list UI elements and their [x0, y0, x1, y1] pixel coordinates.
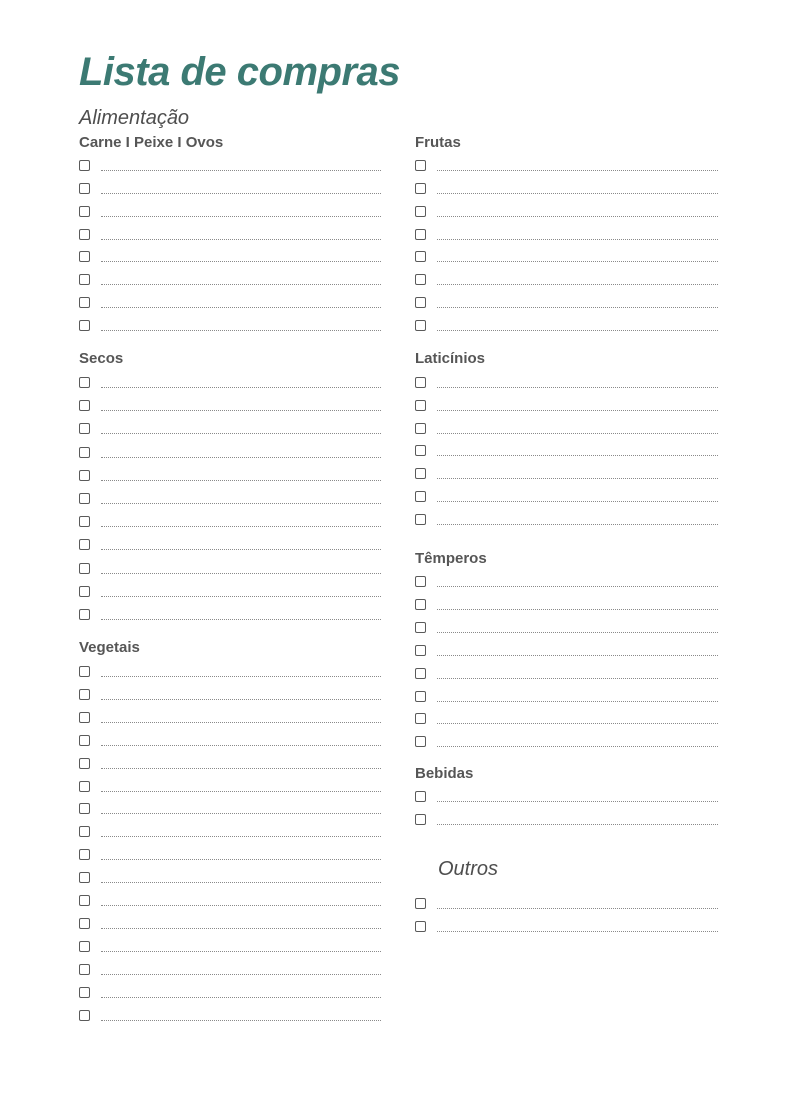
checkbox[interactable]	[79, 377, 90, 388]
write-in-line[interactable]	[437, 455, 718, 456]
list-item	[79, 941, 381, 955]
checkbox[interactable]	[79, 872, 90, 883]
checkbox[interactable]	[79, 826, 90, 837]
write-in-line[interactable]	[101, 699, 381, 700]
section-heading: Carne I Peixe I Ovos	[79, 134, 224, 151]
checkbox[interactable]	[415, 297, 426, 308]
write-in-line[interactable]	[437, 501, 718, 502]
list-item	[415, 423, 718, 437]
list-item	[79, 803, 381, 817]
list-item	[79, 251, 381, 265]
list-item	[415, 206, 718, 220]
list-item	[415, 274, 718, 288]
write-in-line[interactable]	[101, 1020, 381, 1021]
list-item	[79, 609, 381, 623]
write-in-line[interactable]	[101, 928, 381, 929]
write-in-line[interactable]	[101, 330, 381, 331]
checkbox[interactable]	[79, 758, 90, 769]
checkbox[interactable]	[415, 206, 426, 217]
write-in-line[interactable]	[437, 908, 718, 909]
checkbox[interactable]	[79, 516, 90, 527]
write-in-line[interactable]	[101, 768, 381, 769]
list-item	[415, 514, 718, 528]
list-item	[415, 645, 718, 659]
write-in-line[interactable]	[437, 931, 718, 932]
list-item	[79, 320, 381, 334]
checkbox[interactable]	[415, 320, 426, 331]
list-item	[79, 447, 381, 461]
list-item	[415, 468, 718, 482]
write-in-line[interactable]	[437, 433, 718, 434]
list-item	[79, 1010, 381, 1024]
section-heading: Têmperos	[415, 550, 487, 567]
write-in-line[interactable]	[101, 859, 381, 860]
write-in-line[interactable]	[437, 524, 718, 525]
list-item	[79, 297, 381, 311]
checkbox[interactable]	[415, 274, 426, 285]
list-item	[79, 964, 381, 978]
list-item	[415, 898, 718, 912]
list-item	[415, 791, 718, 805]
checkbox[interactable]	[79, 400, 90, 411]
list-item	[79, 758, 381, 772]
checkbox[interactable]	[415, 251, 426, 262]
write-in-line[interactable]	[437, 170, 718, 171]
write-in-line[interactable]	[101, 676, 381, 677]
write-in-line[interactable]	[437, 193, 718, 194]
checkbox[interactable]	[415, 445, 426, 456]
checkbox[interactable]	[79, 206, 90, 217]
checkbox[interactable]	[79, 918, 90, 929]
checkbox[interactable]	[79, 447, 90, 458]
list-item	[79, 666, 381, 680]
checkbox[interactable]	[79, 493, 90, 504]
section-heading: Laticínios	[415, 350, 486, 367]
write-in-line[interactable]	[437, 723, 718, 724]
list-item	[415, 713, 718, 727]
list-item	[79, 206, 381, 220]
list-item	[415, 229, 718, 243]
write-in-line[interactable]	[101, 410, 381, 411]
list-item	[415, 320, 718, 334]
list-item	[79, 586, 381, 600]
checkbox[interactable]	[79, 470, 90, 481]
list-item	[79, 689, 381, 703]
write-in-line[interactable]	[437, 801, 718, 802]
checkbox[interactable]	[79, 229, 90, 240]
write-in-line[interactable]	[437, 609, 718, 610]
write-in-line[interactable]	[101, 193, 381, 194]
list-item	[79, 493, 381, 507]
list-item	[415, 921, 718, 935]
section-heading: Bebidas	[415, 765, 474, 782]
write-in-line[interactable]	[437, 586, 718, 587]
checkbox[interactable]	[79, 941, 90, 952]
checkbox[interactable]	[79, 563, 90, 574]
write-in-line[interactable]	[101, 261, 381, 262]
write-in-line[interactable]	[101, 239, 381, 240]
list-item	[415, 736, 718, 750]
write-in-line[interactable]	[437, 307, 718, 308]
list-item	[415, 668, 718, 682]
list-item	[79, 849, 381, 863]
write-in-line[interactable]	[101, 170, 381, 171]
outros-heading: Outros	[438, 858, 499, 880]
checkbox[interactable]	[79, 297, 90, 308]
list-item	[415, 576, 718, 590]
checkbox[interactable]	[79, 987, 90, 998]
checkbox[interactable]	[79, 586, 90, 597]
checkbox[interactable]	[79, 539, 90, 550]
checkbox[interactable]	[79, 423, 90, 434]
checkbox[interactable]	[415, 622, 426, 633]
list-item	[79, 563, 381, 577]
checkbox[interactable]	[79, 274, 90, 285]
checkbox[interactable]	[79, 183, 90, 194]
write-in-line[interactable]	[437, 824, 718, 825]
list-item	[415, 814, 718, 828]
checkbox[interactable]	[415, 691, 426, 702]
write-in-line[interactable]	[437, 701, 718, 702]
write-in-line[interactable]	[101, 549, 381, 550]
checkbox[interactable]	[415, 514, 426, 525]
section-heading: Frutas	[415, 134, 461, 151]
checkbox[interactable]	[415, 183, 426, 194]
write-in-line[interactable]	[101, 882, 381, 883]
checkbox[interactable]	[415, 713, 426, 724]
list-item	[79, 781, 381, 795]
checkbox[interactable]	[79, 964, 90, 975]
list-item	[79, 377, 381, 391]
list-item	[79, 470, 381, 484]
list-item	[415, 491, 718, 505]
section-heading: Secos	[79, 350, 124, 367]
write-in-line[interactable]	[437, 216, 718, 217]
list-item	[79, 160, 381, 174]
checkbox[interactable]	[415, 400, 426, 411]
checkbox[interactable]	[79, 1010, 90, 1021]
list-item	[79, 183, 381, 197]
write-in-line[interactable]	[437, 410, 718, 411]
list-item	[415, 183, 718, 197]
list-item	[415, 622, 718, 636]
write-in-line[interactable]	[437, 478, 718, 479]
write-in-line[interactable]	[101, 813, 381, 814]
checkbox[interactable]	[415, 645, 426, 656]
checkbox[interactable]	[79, 735, 90, 746]
checkbox[interactable]	[415, 468, 426, 479]
write-in-line[interactable]	[101, 722, 381, 723]
write-in-line[interactable]	[101, 905, 381, 906]
write-in-line[interactable]	[101, 433, 381, 434]
write-in-line[interactable]	[437, 261, 718, 262]
write-in-line[interactable]	[437, 239, 718, 240]
write-in-line[interactable]	[101, 216, 381, 217]
checkbox[interactable]	[415, 160, 426, 171]
write-in-line[interactable]	[101, 596, 381, 597]
list-item	[415, 691, 718, 705]
checkbox[interactable]	[79, 160, 90, 171]
checkbox[interactable]	[415, 576, 426, 587]
list-item	[79, 274, 381, 288]
checkbox[interactable]	[79, 320, 90, 331]
write-in-line[interactable]	[437, 678, 718, 679]
list-item	[79, 400, 381, 414]
checkbox[interactable]	[415, 736, 426, 747]
page-title: Lista de compras	[79, 50, 401, 94]
list-item	[79, 987, 381, 1001]
write-in-line[interactable]	[437, 330, 718, 331]
list-item	[79, 423, 381, 437]
write-in-line[interactable]	[101, 387, 381, 388]
category-heading: Alimentação	[79, 107, 190, 129]
checkbox[interactable]	[79, 712, 90, 723]
write-in-line[interactable]	[101, 480, 381, 481]
write-in-line[interactable]	[101, 503, 381, 504]
checkbox[interactable]	[415, 599, 426, 610]
checkbox[interactable]	[415, 491, 426, 502]
list-item	[415, 400, 718, 414]
list-item	[79, 826, 381, 840]
checkbox[interactable]	[79, 803, 90, 814]
list-item	[79, 516, 381, 530]
list-item	[79, 229, 381, 243]
write-in-line[interactable]	[101, 951, 381, 952]
list-item	[415, 599, 718, 613]
checkbox[interactable]	[415, 668, 426, 679]
list-item	[79, 872, 381, 886]
checkbox[interactable]	[79, 609, 90, 620]
write-in-line[interactable]	[101, 526, 381, 527]
write-in-line[interactable]	[101, 836, 381, 837]
list-item	[79, 735, 381, 749]
checkbox[interactable]	[415, 377, 426, 388]
list-item	[415, 251, 718, 265]
list-item	[415, 297, 718, 311]
checkbox[interactable]	[415, 423, 426, 434]
checkbox[interactable]	[415, 814, 426, 825]
list-item	[79, 918, 381, 932]
write-in-line[interactable]	[101, 745, 381, 746]
write-in-line[interactable]	[437, 632, 718, 633]
checkbox[interactable]	[79, 251, 90, 262]
write-in-line[interactable]	[101, 997, 381, 998]
checkbox[interactable]	[79, 895, 90, 906]
checkbox[interactable]	[79, 781, 90, 792]
write-in-line[interactable]	[101, 573, 381, 574]
list-item	[79, 712, 381, 726]
checkbox[interactable]	[79, 666, 90, 677]
write-in-line[interactable]	[437, 746, 718, 747]
list-item	[415, 160, 718, 174]
write-in-line[interactable]	[437, 387, 718, 388]
checkbox[interactable]	[415, 921, 426, 932]
checkbox[interactable]	[415, 229, 426, 240]
list-item	[79, 539, 381, 553]
list-item	[415, 377, 718, 391]
write-in-line[interactable]	[101, 619, 381, 620]
write-in-line[interactable]	[437, 284, 718, 285]
list-item	[415, 445, 718, 459]
write-in-line[interactable]	[101, 284, 381, 285]
write-in-line[interactable]	[437, 655, 718, 656]
checkbox[interactable]	[79, 689, 90, 700]
write-in-line[interactable]	[101, 974, 381, 975]
list-item	[79, 895, 381, 909]
write-in-line[interactable]	[101, 791, 381, 792]
section-heading: Vegetais	[79, 639, 140, 656]
checkbox[interactable]	[79, 849, 90, 860]
checkbox[interactable]	[415, 791, 426, 802]
checkbox[interactable]	[415, 898, 426, 909]
write-in-line[interactable]	[101, 307, 381, 308]
write-in-line[interactable]	[101, 457, 381, 458]
